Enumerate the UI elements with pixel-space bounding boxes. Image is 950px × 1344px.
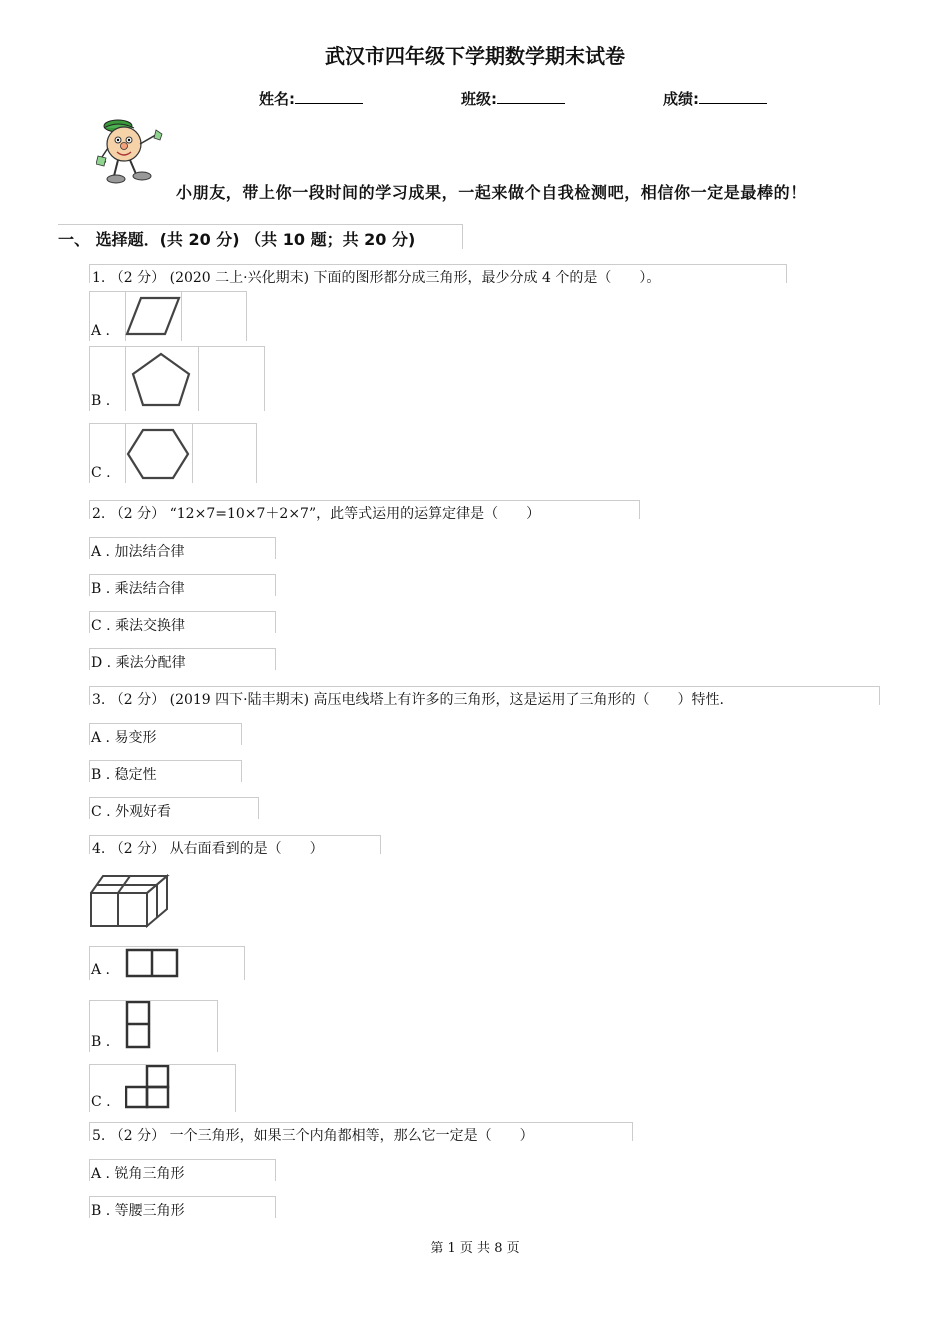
two-squares-horizontal-icon [125,948,181,978]
score-label: 成绩: [663,90,699,108]
question-2-option-d[interactable]: D . 乘法分配律 [89,648,276,670]
option-label: C . [91,465,111,481]
question-1-option-a[interactable] [89,291,247,341]
page-footer: 第 1 页 共 8 页 [430,1241,520,1256]
class-blank[interactable] [497,89,565,104]
question-5-stem: 5. （2 分） 一个三角形，如果三个内角都相等，那么它一定是（ ） [89,1122,633,1141]
option-label: B . [91,1034,111,1050]
question-2-option-b[interactable]: B . 乘法结合律 [89,574,276,596]
section-heading: 一、 选择题．(共 20 分) （共 10 题；共 20 分) [58,224,463,249]
score-field[interactable] [663,88,767,109]
question-3-option-b[interactable]: B . 稳定性 [89,760,242,782]
question-4-option-a[interactable] [89,946,245,980]
question-3-stem: 3. （2 分） (2019 四下·陆丰期末) 高压电线塔上有许多的三角形，这是运用了三角形的（ ）特性. [89,686,880,705]
option-label: A . [91,323,111,339]
pentagon-icon [130,351,192,407]
question-2-option-a[interactable]: A . 加法结合律 [89,537,276,559]
name-label: 姓名: [259,90,295,108]
question-3-option-a[interactable]: A . 易变形 [89,723,242,745]
question-4-option-c[interactable] [89,1064,236,1112]
question-5-option-a[interactable]: A . 锐角三角形 [89,1159,276,1181]
question-1-stem: 1. （2 分） (2020 二上·兴化期末) 下面的图形都分成三角形，最少分成 4 个的是（ ）。 [89,264,787,283]
question-3-option-c[interactable]: C . 外观好看 [89,797,259,819]
cuboid-stack-icon [90,873,170,929]
two-squares-vertical-icon [125,1001,153,1051]
question-4-option-b[interactable] [89,1000,218,1052]
option-label: B . [91,393,111,409]
name-blank[interactable] [295,89,363,104]
class-field[interactable] [461,88,565,109]
cartoon-kid-icon [96,118,174,188]
score-blank[interactable] [699,89,767,104]
question-5-option-b[interactable]: B . 等腰三角形 [89,1196,276,1218]
hexagon-icon [126,428,190,480]
question-2-stem: 2. （2 分） “12×7=10×7＋2×7”，此等式运用的运算定律是（ ） [89,500,640,519]
question-2-option-c[interactable]: C . 乘法交换律 [89,611,276,633]
question-4-stem: 4. （2 分） 从右面看到的是（ ） [89,835,381,854]
intro-text: 小朋友，带上你一段时间的学习成果，一起来做个自我检测吧，相信你一定是最棒的！ [176,183,807,202]
option-label: C . [91,1094,111,1110]
class-label: 班级: [461,90,497,108]
question-1-option-b[interactable] [89,346,265,411]
page-title: 武汉市四年级下学期数学期末试卷 [325,44,625,68]
question-1-option-c[interactable] [89,423,257,483]
name-field[interactable] [259,88,363,109]
parallelogram-icon [125,294,181,338]
option-label: A . [91,962,111,978]
l-shape-squares-icon [125,1065,171,1111]
